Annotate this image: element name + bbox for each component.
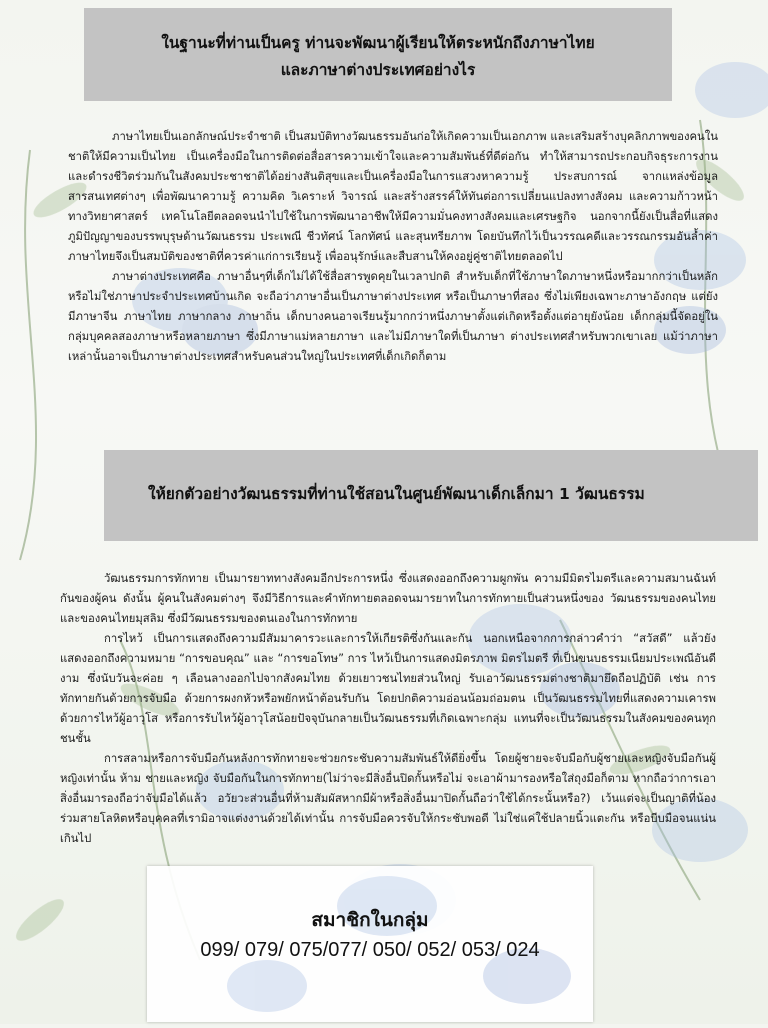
members-id-list: 099/ 079/ 075/077/ 050/ 052/ 053/ 024: [200, 939, 540, 961]
answer-section-culture: [60, 569, 716, 849]
question-banner-culture: [104, 450, 758, 541]
question-line-1: ในฐานะที่ท่านเป็นครู ท่านจะพัฒนาผู้เรียนให้ตระหนักถึงภาษาไทย: [161, 34, 595, 52]
paragraph-salam-handshake: การสลามหรือการจับมือกันหลังการทักทายจะช่วยกระชับความสัมพันธ์ให้ดียิ่งขึ้น โดยผู้ชายจะจับมือกับผู้ชายและหญิงจับมือกันผู้หญิงเท่านั้น ห้าม ชายและหญิง จับมือกันในการทักทาย(ไม่ว่าจะมีสิ่งอื่นปิดกั้นหรือไม่ จะเอาผ้ามารองหรือใส่ถุงมือก็ตาม หากถือว่าการเอาสิ่งอื่นมารองถือว่าจับมือได้แล้ว อวัยวะส่วนอื่นที่ห้ามสัมผัสหากมีผ้าหรือสิ่งอื่นมาปิดกั้นถือว่าใช้ได้กระนั้นหรือ?) เว้นแต่จะเป็นญาติที่น้องร่วมสายโลหิตหรือบุคคลที่เรามิอาจแต่งงานด้วยได้เท่านั้น การจับมือควรจับให้กระชับพอดี ไม่ใช่แค่ใช้ปลายนิ้วแตะกัน หรือบีบมือจนแน่นเกินไป: [60, 752, 716, 845]
paragraph-greeting-culture: วัฒนธรรมการทักทาย เป็นมารยาททางสังคมอีกประการหนึ่ง ซึ่งแสดงออกถึงความผูกพัน ความมีมิตรไมตรีและความสมานฉันท์กันของผู้คน ดังนั้น ผู้คนในสังคมต่างๆ จึงมีวิธีการและคำทักทายตลอดจนมารยาทในการทักทายเป็นส่วนหนึ่งของ วัฒนธรรมของคนไทยและของคนไทยมุสลิม ซึ่งมีวัฒนธรรมของตนเองในการทักทาย: [60, 572, 716, 625]
question-banner-top: [84, 8, 672, 101]
group-members-box: [147, 866, 593, 1022]
answer-section-language: [68, 127, 718, 367]
question-culture-text: ให้ยกตัวอย่างวัฒนธรรมที่ท่านใช้สอนในศูนย์พัฒนาเด็กเล็กมา 1 วัฒนธรรม: [148, 485, 645, 503]
paragraph-wai: การไหว้ เป็นการแสดงถึงความมีสัมมาคารวะและการให้เกียรติซึ่งกันและกัน นอกเหนือจากการกล่าวคำว่า “สวัสดี” แล้วยังแสดงออกถึงความหมาย “การขอบคุณ” และ “การขอโทษ” การ ไหว้เป็นการแสดงมิตรภาพ มิตรไมตรี ที่เป็นขนบธรรมเนียมประเพณีอันดีงาม ซึ่งนับวันจะค่อย ๆ เลือนลางออกไปจากสังคมไทย ด้วยเยาวชนไทยส่วนใหญ่ รับเอาวัฒนธรรมต่างชาติมายึดถือปฏิบัติ เช่น การทักทายกันด้วยการจับมือ ด้วยการผงกหัวหรือพยักหน้าต้อนรับกัน โดยปกติความอ่อนน้อมถ่อมตน เป็นวัฒนธรรมไทยที่แสดงความเคารพด้วยการไหว้ผู้อาวุโส หรือการรับไหว้ผู้อาวุโสน้อยปัจจุบันกลายเป็นวัฒนธรรมที่เกิดเฉพาะกลุ่ม แทนที่จะเป็นวัฒนธรรมในสังคมของคนทุกชนชั้น: [60, 632, 716, 745]
paragraph-foreign-language: ภาษาต่างประเทศคือ ภาษาอื่นๆที่เด็กไม่ได้ใช้สื่อสารพูดคุยในเวลาปกติ สำหรับเด็กที่ใช้ภาษาใดภาษาหนึ่งหรือมากกว่าเป็นหลัก หรือไม่ใช่ภาษาประจำประเทศบ้านเกิด จะถือว่าภาษาอื่นเป็นภาษาต่างประเทศ หรือเป็นภาษาที่สอง ซึ่งไม่เพียงเฉพาะภาษาอังกฤษ แต่ยังมีภาษาจีน ภาษาไทย ภาษากลาง ภาษาถิ่น เด็กบางคนอาจเรียนรู้มากกว่าหนึ่งภาษาตั้งแต่เกิดหรือตั้งแต่อายุยังน้อย เด็กกลุ่มนี้จัดอยู่ในกลุ่มบุคคลสองภาษาหรือหลายภาษา ซึ่งมีภาษาแม่หลายภาษา และไม่มีภาษาใดที่เป็นภาษา ต่างประเทศสำหรับพวกเขาเลย แม้ว่าภาษาเหล่านั้นอาจเป็นภาษาต่างประเทศสำหรับคนส่วนใหญ่ในประเทศที่เด็กเกิดก็ตาม: [68, 270, 718, 363]
question-line-2: และภาษาต่างประเทศอย่างไร: [280, 61, 476, 79]
members-title: สมาชิกในกลุ่ม: [311, 909, 429, 931]
paragraph-thai-language: ภาษาไทยเป็นเอกลักษณ์ประจำชาติ เป็นสมบัติทางวัฒนธรรมอันก่อให้เกิดความเป็นเอกภาพ และเสริมสร้างบุคลิกภาพของคนในชาติให้มีความเป็นไทย เป็นเครื่องมือในการติดต่อสื่อสารความเข้าใจและความสัมพันธ์ที่ดีต่อกัน ทำให้สามารถประกอบกิจธุระการงานและดำรงชีวิตร่วมกันในสังคมประชาชาติได้อย่างสันติสุขและเป็นเครื่องมือในการแสวงหาความรู้ ประสบการณ์ จากแหล่งข้อมูลสารสนเทศต่างๆ เพื่อพัฒนาความรู้ ความคิด วิเคราะห์ วิจารณ์ และสร้างสรรค์ให้ทันต่อการเปลี่ยนแปลงทางสังคม และความก้าวหน้าทางวิทยาศาสตร์ เทคโนโลยีตลอดจนนำไปใช้ในการพัฒนาอาชีพให้มีความมั่นคงทางสังคมและเศรษฐกิจ นอกจากนี้ยังเป็นสื่อที่แสดงภูมิปัญญาของบรรพบุรุษด้านวัฒนธรรม ประเพณี ชีวทัศน์ โลกทัศน์ และสุนทรียภาพ โดยบันทึกไว้เป็นวรรณคดีและวรรณกรรมอันล้ำค่า ภาษาไทยจึงเป็นสมบัติของชาติที่ควรค่าแก่การเรียนรู้ เพื่ออนุรักษ์และสืบสานให้คงอยู่คู่ชาติไทยตลอดไป: [68, 130, 718, 263]
